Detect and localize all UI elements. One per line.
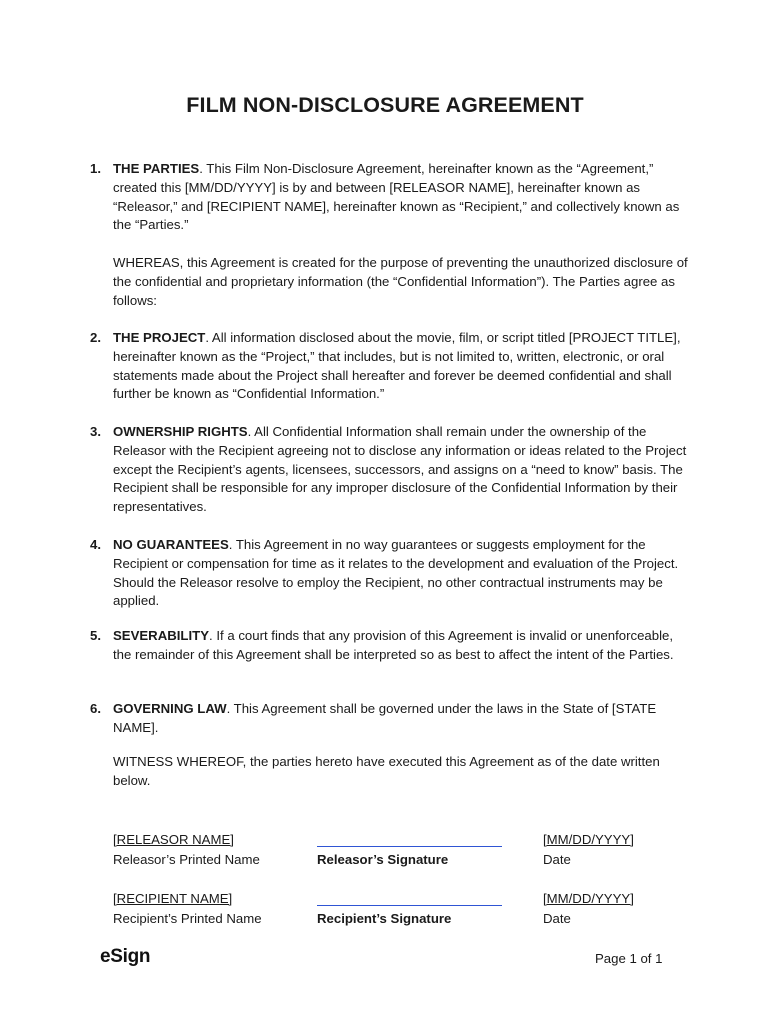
section-text: . This Agreement in no way guarantees or suggests employment for the Recipient or compensation for time as it relates to the development and evaluation of the Project. Should the Releasor resolve to employ the Recipient, no other contractual instruments may be applied. <box>113 537 679 609</box>
releasor-date-label: Date <box>543 852 571 867</box>
recipient-date-label: Date <box>543 911 571 926</box>
section-heading: OWNERSHIP RIGHTS <box>113 424 248 439</box>
recipient-name-field[interactable]: [RECIPIENT NAME] <box>113 891 233 906</box>
section-text: . If a court finds that any provision of this Agreement is invalid or unenforceable, the remainder of this Agreement shall be interpreted so as best to affect the intent of the Parties. <box>113 628 674 662</box>
recipient-signature-line[interactable] <box>317 905 502 906</box>
document-title: FILM NON-DISCLOSURE AGREEMENT <box>186 93 584 117</box>
recipient-name-label: Recipient’s Printed Name <box>113 911 262 926</box>
witness-paragraph: WITNESS WHEREOF, the parties hereto have executed this Agreement as of the date written below. <box>113 754 660 788</box>
section-heading: NO GUARANTEES <box>113 537 229 552</box>
section-no-guarantees <box>90 536 690 611</box>
section-text: . All information disclosed about the movie, film, or script titled [PROJECT TITLE], hereinafter known as the “Project,” that includes, but is not limited to, written, electronic, or oral statements made about the Project shall hereafter and forever be deemed confidential and shall further be known as “Confidential Information.” <box>113 330 681 402</box>
releasor-name-label: Releasor’s Printed Name <box>113 852 260 867</box>
whereas-paragraph: WHEREAS, this Agreement is created for the purpose of preventing the unauthorized disclosure of the confidential and proprietary information (the “Confidential Information”). The Parties agree as follows: <box>113 255 688 308</box>
section-number: 4. <box>90 537 101 552</box>
section-text: . This Film Non-Disclosure Agreement, hereinafter known as the “Agreement,” created this [MM/DD/YYYY] is by and between [RELEASOR NAME], hereinafter known as “Releasor,” and [RECIPIENT NAME], hereinafter known as “Recipient,” and collectively known as the “Parties.” <box>113 161 680 233</box>
section-number: 6. <box>90 701 101 716</box>
recipient-date-field[interactable]: [MM/DD/YYYY] <box>543 891 634 906</box>
page-number: Page 1 of 1 <box>595 951 663 966</box>
section-number: 5. <box>90 628 101 643</box>
section-text: . This Agreement shall be governed under the laws in the State of [STATE NAME]. <box>113 701 657 735</box>
releasor-name-field[interactable]: [RELEASOR NAME] <box>113 832 234 847</box>
section-parties <box>90 160 690 235</box>
esign-logo: eSign <box>100 946 151 967</box>
section-heading: THE PROJECT <box>113 330 206 345</box>
releasor-signature-label: Releasor’s Signature <box>317 852 449 867</box>
section-governing-law <box>90 700 690 738</box>
section-ownership-rights <box>90 423 690 517</box>
recipient-signature-label: Recipient’s Signature <box>317 911 452 926</box>
section-number: 1. <box>90 161 101 176</box>
section-text: . All Confidential Information shall remain under the ownership of the Releasor with the Recipient agreeing not to disclose any information or ideas related to the Project except the Recipient’s agents, licensees, successors, and assigns on a “need to know” basis. The Recipient shall be responsible for any improper disclosure of the Confidential Information by their representatives. <box>113 424 687 515</box>
section-project <box>90 329 690 404</box>
section-number: 2. <box>90 330 101 345</box>
section-heading: SEVERABILITY <box>113 628 209 643</box>
releasor-date-field[interactable]: [MM/DD/YYYY] <box>543 832 634 847</box>
section-number: 3. <box>90 424 101 439</box>
section-severability <box>90 627 690 665</box>
releasor-signature-line[interactable] <box>317 846 502 847</box>
section-heading: GOVERNING LAW <box>113 701 227 716</box>
section-heading: THE PARTIES <box>113 161 200 176</box>
